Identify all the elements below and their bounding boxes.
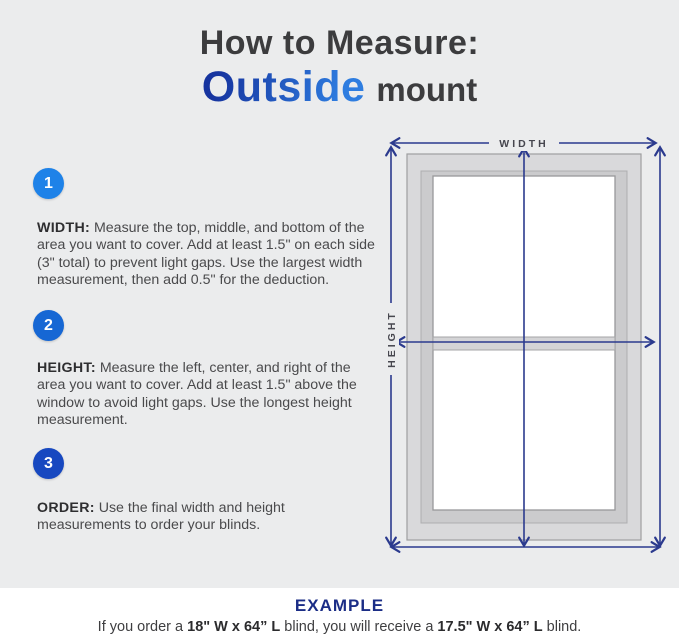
step-3-label: ORDER: xyxy=(37,500,95,517)
step-2-label: HEIGHT: xyxy=(37,360,96,377)
title-suffix-mount: mount xyxy=(376,71,478,108)
step-2-badge: 2 xyxy=(33,310,64,341)
step-1-text xyxy=(37,220,377,289)
height-label-group xyxy=(383,303,399,375)
example-ordered-size: 18" W x 64” L xyxy=(187,619,281,635)
title-line2 xyxy=(0,64,679,110)
step-1-badge: 1 xyxy=(33,168,64,199)
example-received-size: 17.5" W x 64” L xyxy=(437,619,543,635)
step-2-body: Measure the left, center, and right of the area you want to cover. Add at least 1.5" above the window to avoid light gaps. Use the longest height measurement. xyxy=(37,360,357,428)
step-1-body: Measure the top, middle, and bottom of the area you want to cover. Add at least 1.5" on each side (3" total) to prevent light gaps. Use the largest width measurement, then add 0.5" for the deduction. xyxy=(37,220,375,288)
example-footer xyxy=(0,588,679,644)
example-sentence xyxy=(0,619,679,635)
width-label: WIDTH xyxy=(499,138,549,150)
window-measurement-diagram xyxy=(378,128,679,568)
step-3-badge: 3 xyxy=(33,448,64,479)
step-3-text xyxy=(37,500,377,534)
title-line1: How to Measure: xyxy=(199,24,480,62)
example-heading: EXAMPLE xyxy=(294,596,385,615)
example-suffix: blind. xyxy=(542,619,582,635)
example-middle: blind, you will receive a xyxy=(280,619,438,635)
step-2-text xyxy=(37,360,377,429)
page-title xyxy=(0,24,679,110)
step-1-label: WIDTH: xyxy=(37,220,91,237)
height-label: HEIGHT xyxy=(386,310,398,368)
title-highlight-outside: Outside xyxy=(201,63,366,111)
window-diagram-svg xyxy=(378,128,679,568)
step-3-body: Use the final width and height measurements to order your blinds. xyxy=(37,500,285,534)
width-label-group xyxy=(489,135,559,151)
example-prefix: If you order a xyxy=(97,619,188,635)
